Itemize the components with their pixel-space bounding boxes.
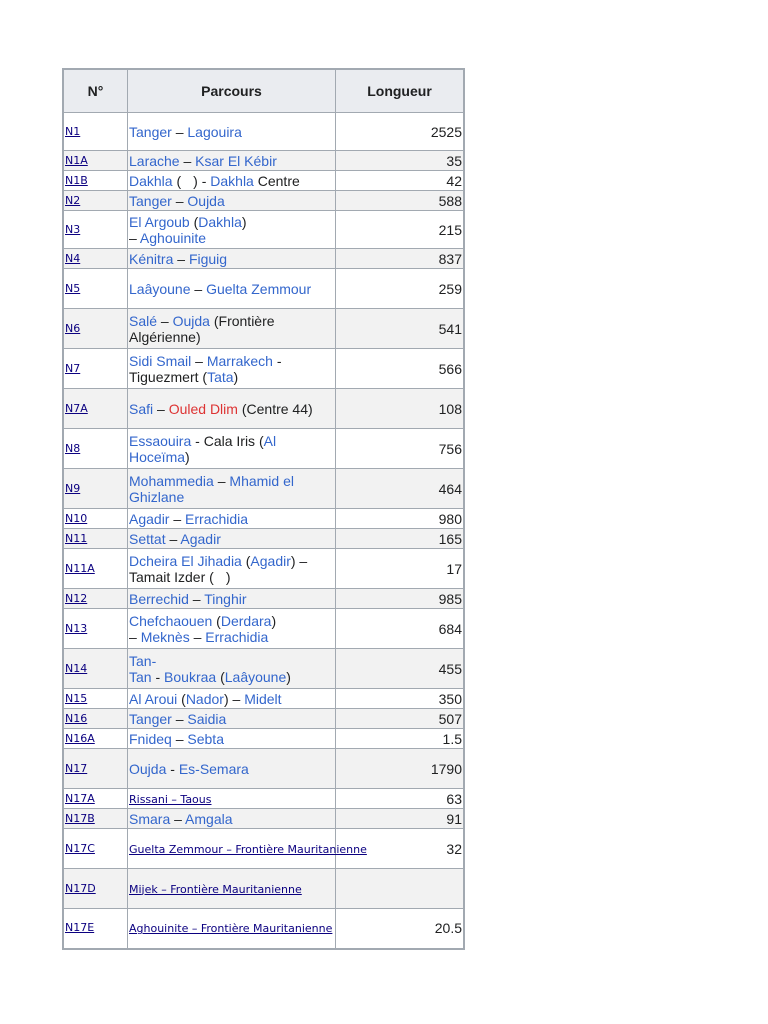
route-text: – <box>165 530 181 547</box>
route-length: 980 <box>336 509 465 529</box>
place-link[interactable]: Errachidia <box>185 510 249 527</box>
route-length: 350 <box>336 689 465 709</box>
route-text: – <box>171 710 188 727</box>
route-number-link[interactable]: N16 <box>63 709 128 729</box>
route-number-link[interactable]: N15 <box>63 689 128 709</box>
table-row <box>63 529 464 549</box>
route-text: – <box>171 730 188 747</box>
route-text: (Centre 44) <box>237 400 313 417</box>
place-link[interactable]: Guelta Zemmour – Frontière Mauritanienne <box>129 842 367 856</box>
route-number-link[interactable]: N14 <box>63 649 128 689</box>
route-cell <box>128 309 336 349</box>
route-number-link[interactable]: N17D <box>63 869 128 909</box>
place-link[interactable]: Agadir <box>250 552 291 569</box>
route-cell <box>128 389 336 429</box>
route-text: – <box>157 312 173 329</box>
route-length: 985 <box>336 589 465 609</box>
route-text: ( <box>241 552 251 569</box>
route-cell <box>128 829 367 869</box>
route-text: ( <box>212 612 221 629</box>
route-number-link[interactable]: N4 <box>63 249 128 269</box>
table-row <box>63 749 464 789</box>
place-link[interactable]: Kénitra <box>129 250 174 267</box>
route-length <box>336 869 465 909</box>
route-text: – <box>191 352 207 369</box>
route-text: – <box>213 472 230 489</box>
place-link[interactable]: Larache <box>129 152 180 169</box>
route-number-link[interactable]: N8 <box>63 429 128 469</box>
route-text: – <box>190 280 207 297</box>
route-text: (Frontière <box>209 312 275 329</box>
place-link[interactable]: Ouled Dlim <box>168 400 238 417</box>
route-length: 507 <box>336 709 465 729</box>
route-length: 42 <box>336 171 465 191</box>
route-cell <box>128 609 336 649</box>
place-link[interactable]: Errachidia <box>205 628 269 645</box>
route-length: 215 <box>336 211 465 249</box>
route-text: ) <box>286 668 291 685</box>
place-link[interactable]: Derdara <box>220 612 272 629</box>
route-number-link[interactable]: N17E <box>63 909 128 949</box>
place-link[interactable]: Tata <box>207 368 234 385</box>
place-link[interactable]: Figuig <box>188 250 228 267</box>
route-number-link[interactable]: N13 <box>63 609 128 649</box>
table-row <box>63 389 464 429</box>
place-link[interactable]: Oujda <box>129 760 167 777</box>
route-cell <box>128 809 336 829</box>
place-link[interactable]: Es-Semara <box>178 760 249 777</box>
place-link[interactable]: Agadir <box>129 510 170 527</box>
route-length: 2525 <box>336 113 465 151</box>
route-text: Tiguezmert ( <box>129 368 208 385</box>
table-row <box>63 211 464 249</box>
table-row <box>63 869 464 909</box>
route-text: ( <box>189 213 199 230</box>
route-length: 541 <box>336 309 465 349</box>
route-cell <box>128 589 336 609</box>
place-link[interactable]: Amgala <box>185 810 233 827</box>
route-number-link[interactable]: N7A <box>63 389 128 429</box>
place-link[interactable]: Salé <box>129 312 158 329</box>
route-text: ( <box>177 690 186 707</box>
route-length: 464 <box>336 469 465 509</box>
route-number-link[interactable]: N1 <box>63 113 128 151</box>
route-text: – <box>189 628 206 645</box>
route-number-link[interactable]: N11A <box>63 549 128 589</box>
route-text: ( <box>172 172 182 189</box>
route-cell <box>128 349 336 389</box>
route-cell <box>128 649 336 689</box>
route-number-link[interactable]: N11 <box>63 529 128 549</box>
route-cell <box>128 171 336 191</box>
table-row <box>63 249 464 269</box>
table-row <box>63 649 464 689</box>
table-row <box>63 171 464 191</box>
place-link[interactable]: Oujda <box>172 312 210 329</box>
place-link[interactable]: Berrechid <box>129 590 189 607</box>
route-length: 1.5 <box>336 729 465 749</box>
route-number-link[interactable]: N17 <box>63 749 128 789</box>
place-link[interactable]: Settat <box>129 530 166 547</box>
route-cell <box>128 689 336 709</box>
place-link[interactable]: Tanger <box>129 710 172 727</box>
route-cell <box>128 151 336 171</box>
header-number: N° <box>63 69 128 113</box>
place-link[interactable]: Oujda <box>187 192 225 209</box>
route-length: 35 <box>336 151 465 171</box>
route-text: ) <box>225 568 231 585</box>
route-length: 165 <box>336 529 465 549</box>
route-number-link[interactable]: N6 <box>63 309 128 349</box>
place-link[interactable]: Safi <box>129 400 154 417</box>
place-link[interactable]: Al <box>263 432 277 449</box>
place-link[interactable]: Tan <box>129 668 152 685</box>
route-text: – <box>171 192 188 209</box>
place-link[interactable]: Fnideq <box>129 730 172 747</box>
route-cell <box>128 909 336 949</box>
place-link[interactable]: Boukraa <box>164 668 217 685</box>
place-link[interactable]: Lagouira <box>187 123 242 140</box>
route-number-link[interactable]: N2 <box>63 191 128 211</box>
table-row <box>63 469 464 509</box>
place-link[interactable]: Rissani – Taous <box>129 792 212 806</box>
route-cell <box>128 749 336 789</box>
table-row <box>63 429 464 469</box>
route-cell <box>128 469 336 509</box>
route-text: ) <box>241 213 247 230</box>
place-link[interactable]: Saidia <box>187 710 227 727</box>
place-link[interactable]: Dcheira El Jihadia <box>129 552 242 569</box>
table-row <box>63 549 464 589</box>
place-link[interactable]: Laâyoune <box>224 668 287 685</box>
place-link[interactable]: Meknès <box>140 628 190 645</box>
route-text: - Cala Iris ( <box>191 432 264 449</box>
table-row <box>63 509 464 529</box>
route-number-link[interactable]: N17C <box>63 829 128 869</box>
route-text: Algérienne) <box>129 328 201 345</box>
table-row <box>63 191 464 211</box>
route-text: - <box>272 352 282 369</box>
route-length: 259 <box>336 269 465 309</box>
route-length: 756 <box>336 429 465 469</box>
route-length: 91 <box>336 809 465 829</box>
route-cell <box>128 429 336 469</box>
table-row <box>63 269 464 309</box>
route-text: ) – <box>290 552 308 569</box>
place-link[interactable]: Mhamid el <box>229 472 294 489</box>
route-length: 20.5 <box>336 909 465 949</box>
place-link[interactable]: Dakhla <box>210 172 254 189</box>
route-cell <box>128 789 336 809</box>
route-text: - <box>166 760 179 777</box>
header-route: Parcours <box>128 69 336 113</box>
route-text: – <box>171 123 188 140</box>
place-link[interactable]: Hoceïma <box>129 448 186 465</box>
route-text: ( <box>216 668 225 685</box>
route-cell <box>128 549 336 589</box>
place-link[interactable]: Marrakech <box>206 352 273 369</box>
route-length: 32 <box>336 829 465 869</box>
place-link[interactable]: Tanger <box>129 192 172 209</box>
place-link[interactable]: Guelta Zemmour <box>206 280 312 297</box>
place-link[interactable]: Laâyoune <box>129 280 191 297</box>
place-link[interactable]: Ghizlane <box>129 488 185 505</box>
route-number-link[interactable]: N16A <box>63 729 128 749</box>
route-text: – <box>129 229 140 246</box>
place-link[interactable]: Midelt <box>244 690 282 707</box>
place-link[interactable]: Sidi Smail <box>129 352 192 369</box>
route-number-link[interactable]: N17B <box>63 809 128 829</box>
route-text: – <box>170 810 186 827</box>
place-link[interactable]: Dakhla <box>129 172 173 189</box>
place-link[interactable]: Mohammedia <box>129 472 214 489</box>
route-cell <box>128 529 336 549</box>
route-number-link[interactable]: N7 <box>63 349 128 389</box>
route-text: – <box>153 400 169 417</box>
route-number-link[interactable]: N1B <box>63 171 128 191</box>
route-length: 17 <box>336 549 465 589</box>
place-link[interactable]: Mijek – Frontière Mauritanienne <box>129 882 302 896</box>
header-row <box>63 69 464 113</box>
table-row <box>63 151 464 171</box>
route-number-link[interactable]: N3 <box>63 211 128 249</box>
place-link[interactable]: El Argoub <box>129 213 190 230</box>
route-text: – <box>188 590 205 607</box>
route-cell <box>128 709 336 729</box>
route-length: 63 <box>336 789 465 809</box>
route-text: ) <box>185 448 190 465</box>
route-cell <box>128 729 336 749</box>
route-length: 588 <box>336 191 465 211</box>
route-cell <box>128 269 336 309</box>
routes-table <box>62 68 465 950</box>
route-text: – <box>169 510 186 527</box>
table-row <box>63 113 464 151</box>
route-number-link[interactable]: N10 <box>63 509 128 529</box>
route-number-link[interactable]: N5 <box>63 269 128 309</box>
place-link[interactable]: Ksar El Kébir <box>195 152 277 169</box>
place-link[interactable]: Essaouira <box>129 432 192 449</box>
route-number-link[interactable]: N1A <box>63 151 128 171</box>
route-cell <box>128 211 336 249</box>
route-length: 1790 <box>336 749 465 789</box>
place-link[interactable]: Dakhla <box>198 213 242 230</box>
place-link[interactable]: Tan- <box>129 652 157 669</box>
route-text: ) <box>271 612 277 629</box>
route-text: Centre <box>253 172 300 189</box>
route-length: 837 <box>336 249 465 269</box>
place-link[interactable]: Aghouinite – Frontière Mauritanienne <box>129 922 333 936</box>
route-text: – <box>179 152 196 169</box>
table-row <box>63 789 464 809</box>
place-link[interactable]: Agadir <box>180 530 221 547</box>
route-length: 684 <box>336 609 465 649</box>
header-length: Longueur <box>336 69 465 113</box>
place-link[interactable]: Sebta <box>187 730 224 747</box>
table-row <box>63 349 464 389</box>
table-row <box>63 829 464 869</box>
route-text: ) - <box>193 172 211 189</box>
route-text: – <box>129 628 141 645</box>
place-link[interactable]: Aghouinite <box>139 229 207 246</box>
place-link[interactable]: Tinghir <box>204 590 247 607</box>
route-cell <box>128 113 336 151</box>
table-row <box>63 589 464 609</box>
table-row <box>63 709 464 729</box>
place-link[interactable]: Al Aroui <box>129 690 178 707</box>
place-link[interactable]: Chefchaouen <box>129 612 213 629</box>
route-text: - <box>151 668 165 685</box>
route-length: 566 <box>336 349 465 389</box>
route-cell <box>128 509 336 529</box>
route-cell <box>128 191 336 211</box>
route-number-link[interactable]: N9 <box>63 469 128 509</box>
route-length: 455 <box>336 649 465 689</box>
place-link[interactable]: Tanger <box>129 123 172 140</box>
route-text: Tamait Izder ( <box>129 568 214 585</box>
route-length: 108 <box>336 389 465 429</box>
table-row <box>63 689 464 709</box>
table-row <box>63 809 464 829</box>
route-number-link[interactable]: N12 <box>63 589 128 609</box>
place-link[interactable]: Nador <box>185 690 224 707</box>
table-row <box>63 609 464 649</box>
route-text: – <box>173 250 189 267</box>
table-row <box>63 909 464 949</box>
route-text: ) <box>233 368 239 385</box>
route-number-link[interactable]: N17A <box>63 789 128 809</box>
table-row <box>63 309 464 349</box>
route-cell <box>128 249 336 269</box>
place-link[interactable]: Smara <box>129 810 171 827</box>
route-text: ) – <box>223 690 245 707</box>
table-row <box>63 729 464 749</box>
routes-body <box>63 113 464 949</box>
route-cell <box>128 869 336 909</box>
